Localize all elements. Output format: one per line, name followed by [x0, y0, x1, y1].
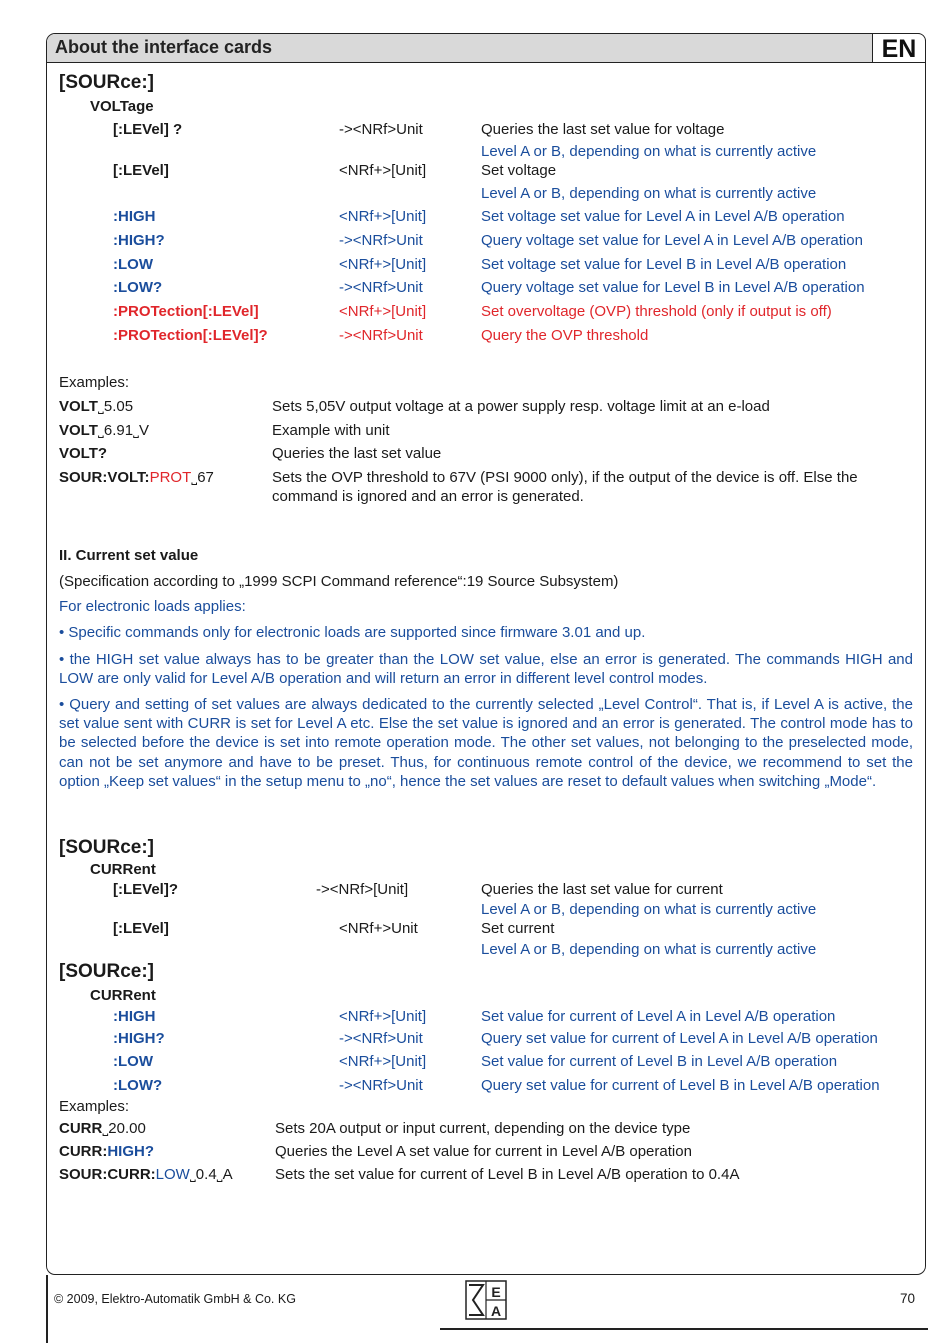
desc-curr-level-set: Set current [481, 920, 555, 937]
example-cmd: SOUR:VOLT:PROT˽67 [59, 469, 214, 486]
desc-curr-level-query: Queries the last set value for current [481, 881, 723, 898]
company-logo [465, 1280, 507, 1320]
footer-copyright: © 2009, Elektro-Automatik GmbH & Co. KG [54, 1292, 296, 1306]
example-desc: Queries the last set value [272, 445, 442, 462]
bullet-level-control: • Query and setting of set values are always dedicated to the currently selected „Level Control“. That is, if Level A is active, the set value sent with CURR is set for Level A etc. Else the set value is ignored and an error is generated. The control mode has to be selected before the device is set into remote operation mode. The other set values, not belonging to the preselected mode, can not be set anymore and have to be preset. Thus, for continuous remote control of the device, we recommend to set the option „Keep set values“ in the setup menu to „no“, hence the set values are reset to default values when switching „Mode“. [59, 696, 913, 790]
note-curr-level-set: Level A or B, depending on what is currently active [481, 941, 817, 958]
note-level-query: Level A or B, depending on what is currently active [481, 143, 817, 160]
param-high-query: -><NRf>Unit [339, 232, 423, 249]
source-heading-current-2: [SOURce:] [59, 961, 155, 982]
param-curr-low: <NRf+>[Unit] [339, 1053, 427, 1070]
desc-high-query: Query voltage set value for Level A in Level A/B operation [481, 232, 863, 249]
param-curr-low-query: -><NRf>Unit [339, 1077, 423, 1094]
param-high: <NRf+>[Unit] [339, 208, 427, 225]
example-cmd: SOUR:CURR:LOW˽0.4˽A [59, 1166, 233, 1183]
example-cmd: CURR:HIGH? [59, 1143, 154, 1160]
footer-left-border [46, 1275, 48, 1343]
svg-text:E: E [491, 1284, 501, 1300]
example-cmd: CURR˽20.00 [59, 1120, 146, 1137]
page-number: 70 [900, 1291, 916, 1306]
cmd-level-set: [:LEVel] [113, 162, 169, 179]
example-cmd: VOLT˽6.91˽V [59, 422, 150, 439]
cmd-curr-low-query: :LOW? [113, 1077, 163, 1094]
current-group-label-2: CURRent [90, 987, 156, 1004]
desc-low-query: Query voltage set value for Level B in Level A/B operation [481, 279, 865, 296]
desc-curr-high: Set value for current of Level A in Level A/B operation [481, 1008, 836, 1025]
example-desc: Queries the Level A set value for current in Level A/B operation [275, 1143, 692, 1160]
section-heading-current: II. Current set value [59, 547, 199, 564]
example-cmd: VOLT? [59, 445, 108, 462]
cmd-curr-high: :HIGH [113, 1008, 156, 1025]
example-desc: Sets 5,05V output voltage at a power supply resp. voltage limit at an e-load [272, 398, 770, 415]
example-desc: Sets 20A output or input current, depending on the device type [275, 1120, 691, 1137]
param-curr-high-query: -><NRf>Unit [339, 1030, 423, 1047]
desc-protection-query: Query the OVP threshold [481, 327, 649, 344]
cmd-curr-low: :LOW [113, 1053, 153, 1070]
desc-curr-high-query: Query set value for current of Level A in Level A/B operation [481, 1030, 878, 1047]
voltage-group-label: VOLTage [90, 98, 154, 115]
param-curr-high: <NRf+>[Unit] [339, 1008, 427, 1025]
desc-low: Set voltage set value for Level B in Level A/B operation [481, 256, 847, 273]
header-bar [47, 34, 925, 63]
example-desc-continued: command is ignored and an error is generated. [272, 488, 584, 505]
cmd-curr-level-set: [:LEVel] [113, 920, 169, 937]
footer-rule [440, 1328, 928, 1330]
source-heading-current-1: [SOURce:] [59, 837, 155, 858]
current-group-label-1: CURRent [90, 861, 156, 878]
desc-protection: Set overvoltage (OVP) threshold (only if output is off) [481, 303, 832, 320]
electronic-loads-label: For electronic loads applies: [59, 598, 246, 615]
cmd-low: :LOW [113, 256, 153, 273]
cmd-low-query: :LOW? [113, 279, 163, 296]
desc-curr-low-query: Query set value for current of Level B in Level A/B operation [481, 1077, 880, 1094]
bullet-high-low: • the HIGH set value always has to be greater than the LOW set value, else an error is generated. The commands HIGH and LOW are only valid for Level A/B operation and will return an error in different level control modes. [59, 651, 913, 688]
param-low-query: -><NRf>Unit [339, 279, 423, 296]
cmd-high-query: :HIGH? [113, 232, 165, 249]
example-cmd: VOLT˽5.05 [59, 398, 134, 415]
language-badge: EN [872, 33, 926, 62]
desc-level-query: Queries the last set value for voltage [481, 121, 725, 138]
desc-high: Set voltage set value for Level A in Level A/B operation [481, 208, 845, 225]
cmd-protection: :PROTection[:LEVel] [113, 303, 259, 320]
note-curr-level-query: Level A or B, depending on what is currently active [481, 901, 817, 918]
bullet-firmware: • Specific commands only for electronic loads are supported since firmware 3.01 and up. [59, 624, 646, 641]
param-protection: <NRf+>[Unit] [339, 303, 427, 320]
param-curr-level-query: -><NRf>[Unit] [316, 881, 409, 898]
cmd-protection-query: :PROTection[:LEVel]? [113, 327, 268, 344]
page-title: About the interface cards [55, 37, 273, 57]
svg-text:A: A [490, 1303, 502, 1319]
cmd-level-query: [:LEVel] ? [113, 121, 183, 138]
example-desc: Sets the OVP threshold to 67V (PSI 9000 only), if the output of the device is off. Else the [272, 469, 858, 486]
desc-curr-low: Set value for current of Level B in Level A/B operation [481, 1053, 838, 1070]
param-level-set: <NRf+>[Unit] [339, 162, 427, 179]
specification-note: (Specification according to „1999 SCPI Command reference“:19 Source Subsystem) [59, 573, 619, 590]
cmd-high: :HIGH [113, 208, 156, 225]
param-low: <NRf+>[Unit] [339, 256, 427, 273]
example-desc: Sets the set value for current of Level B in Level A/B operation to 0.4A [275, 1166, 740, 1183]
examples-label-current: Examples: [59, 1098, 130, 1115]
examples-label-voltage: Examples: [59, 374, 130, 391]
cmd-curr-high-query: :HIGH? [113, 1030, 165, 1047]
param-curr-level-set: <NRf+>Unit [339, 920, 418, 937]
example-desc: Example with unit [272, 422, 390, 439]
desc-level-set: Set voltage [481, 162, 557, 179]
param-protection-query: -><NRf>Unit [339, 327, 423, 344]
source-heading-voltage: [SOURce:] [59, 72, 155, 93]
param-level-query: -><NRf>Unit [339, 121, 423, 138]
note-level-set: Level A or B, depending on what is currently active [481, 185, 817, 202]
cmd-curr-level-query: [:LEVel]? [113, 881, 179, 898]
